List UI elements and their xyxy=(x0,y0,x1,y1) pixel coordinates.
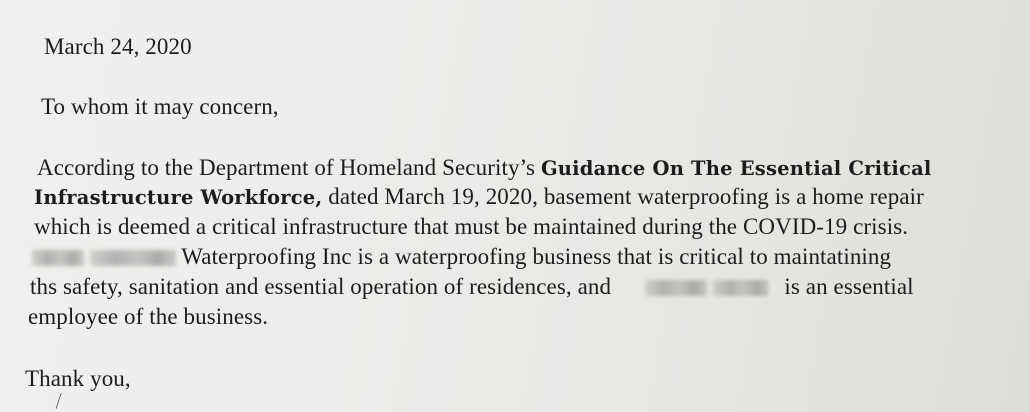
redacted-employee-name-b xyxy=(713,280,769,296)
body-line-5-text-b: is an essential xyxy=(784,274,914,299)
body-line-1-text: According to the Department of Homeland Security’s xyxy=(37,155,536,180)
signature-stroke xyxy=(55,393,65,409)
body-line-4 xyxy=(32,244,891,270)
redacted-company-name-b xyxy=(90,250,176,266)
letter-closing: Thank you, xyxy=(25,366,131,391)
body-line-4-text: Waterproofing Inc is a waterproofing business that is critical to maintatining xyxy=(181,244,892,269)
guidance-title-part-1: Guidance On The Essential Critical xyxy=(540,157,932,180)
body-line-5 xyxy=(30,274,914,300)
body-line-2-text-b: basement waterproofing is a home repair xyxy=(543,184,924,209)
body-line-3: which is deemed a critical infrastructure that must be maintained during the COVID-19 crisis. xyxy=(34,214,909,239)
body-line-1 xyxy=(37,155,932,182)
letter-date: March 24, 2020 xyxy=(44,34,192,59)
letter-salutation: To whom it may concern, xyxy=(41,94,279,119)
redacted-employee-name-a xyxy=(645,280,707,296)
body-line-6: employee of the business. xyxy=(28,304,269,329)
body-line-2-text: dated March 19, 2020, xyxy=(328,184,538,209)
guidance-title-part-2: Infrastructure Workforce, xyxy=(34,186,323,209)
body-line-2 xyxy=(34,184,924,211)
body-line-5-text: ths safety, sanitation and essential operation of residences, and xyxy=(30,274,612,299)
redacted-company-name-a xyxy=(32,250,84,266)
